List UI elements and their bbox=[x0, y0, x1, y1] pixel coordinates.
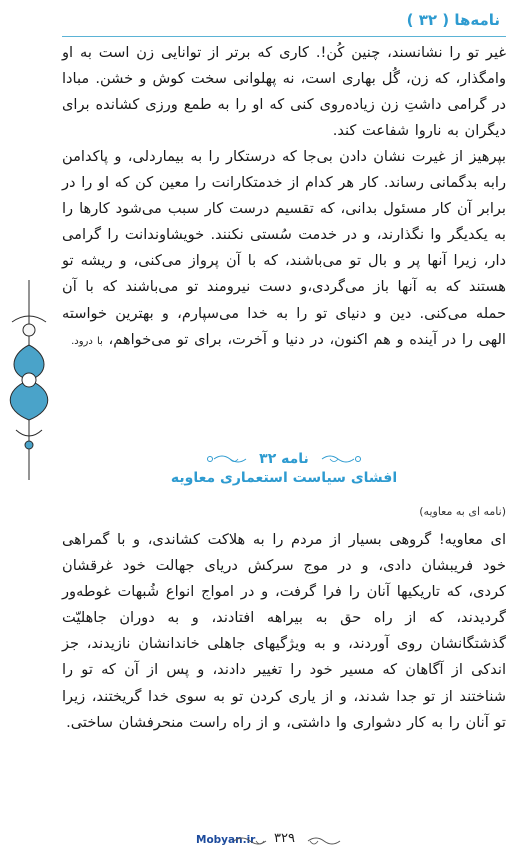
site-watermark: Mobyan.ir bbox=[196, 834, 256, 846]
letter-note: (نامه ای به معاویه) bbox=[419, 505, 506, 518]
page-footer bbox=[0, 829, 520, 853]
flourish-right-icon bbox=[320, 452, 364, 466]
footer-flourish-right-icon bbox=[306, 833, 342, 849]
page-number: ۳۲۹ bbox=[274, 831, 295, 846]
paragraph-1: غیر تو را نشانسند، چنین کُن!. کاری که برتر از توانایی زن است به او وامگذار، که زن، گُل بهاری است، نه پهلوانی سخت کوش و خشن. مبادا در گرامی داشتِ زن زیاده‌روی کنی که او را به طمع ورزی کشانده برای دیگران به ناروا شفاعت کند. bbox=[62, 44, 506, 140]
paragraph-2 bbox=[62, 144, 506, 355]
letter-number: نامه ۳۲ bbox=[259, 451, 309, 467]
footer-flourish-left-icon bbox=[232, 833, 268, 849]
page-header bbox=[62, 6, 506, 37]
paragraph-2-text: بپرهیز از غیرت نشان دادن بی‌جا که درستکار را به بیماردلی، و پاکدامن رابه بدگمانی رساند. کار هر کدام از خدمتکارانت را معین کن که او را در برابر آن کار مسئول بدانی، که تقسیم درست کار سبب می‌شود کارها را به یکدیگر وا نگذارند، و در خدمت سُستی نکنند. خویشاوندانت را گرامی دار، زیرا آنها پر و بال تو می‌باشند، که با آن پرواز می‌کنی، و ریشه تو هستند که به آنها باز می‌گردی،و دست نیرومند تو می‌باشند که با آن حمله می‌کنی. دین و دنیای تو را به خدا می‌سپارم، و بهترین خواسته الهی را در آینده و هم اکنون، در دنیا و آخرت، برای تو می‌خواهم، bbox=[62, 148, 506, 348]
side-ornament-icon bbox=[4, 280, 54, 480]
letter-title: افشای سیاست استعماری معاویه bbox=[170, 470, 398, 486]
letter-heading bbox=[62, 448, 506, 486]
paragraph-3: ای معاویه! گروهی بسیار از مردم را به هلاکت کشاندی، و با گمراهی خود فریبشان دادی، و در موج سرکش دریای جهالت خود غرقشان کردی، که تاریکیها آنان را فرا گرفت، و در امواج انواع شُبهات غوطه‌ور گردیدند، که از راه حق به بیراهه افتادند، و به دوران جاهلیّت گذشتگانشان روی آوردند، و به ویژگیهای جاهلی خاندانشان نازیدند، جز اندکی از آگاهان که مسیر خود را تغییر دادند، و پس از آن که تو را شناختند از تو جدا شدند، و از یاری کردن تو به سوی خدا گریختند، زیرا تو آنان را به کار دشواری وا داشتی، و از راه راست منحرفشان ساختی. bbox=[62, 531, 506, 731]
flourish-left-icon bbox=[204, 452, 248, 466]
chapter-title: نامه‌ها ( ۳۲ ) bbox=[406, 11, 500, 29]
closing-greeting: با درود. bbox=[71, 335, 103, 347]
